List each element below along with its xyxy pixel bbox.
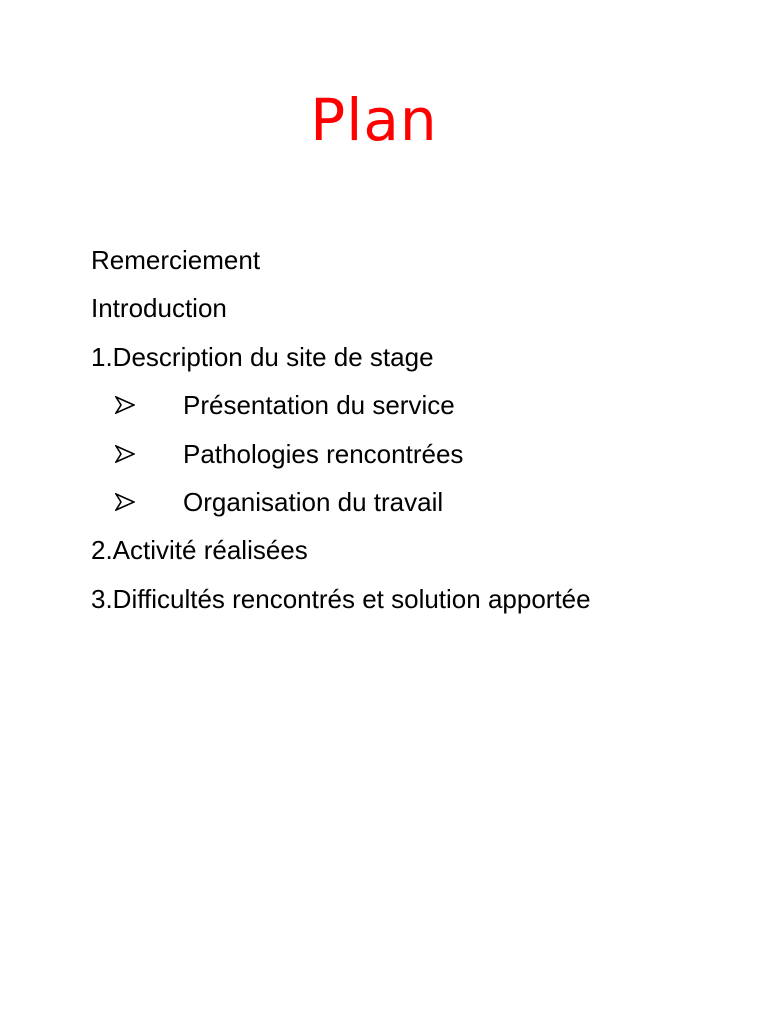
- toc-entry-difficultes: 3.Difficultés rencontrés et solution apportée: [91, 583, 591, 614]
- toc-subentry-label: Pathologies rencontrées: [183, 438, 464, 469]
- toc-subentry-organisation: [91, 480, 751, 528]
- toc-subentry-presentation: [91, 383, 751, 431]
- toc-entry-activite: 2.Activité réalisées: [91, 535, 308, 566]
- toc-entry-introduction: Introduction: [91, 293, 227, 324]
- toc-subentry-pathologies: [91, 432, 751, 480]
- arrowhead-bullet-icon: [115, 432, 139, 476]
- toc-subentry-label: Présentation du service: [183, 390, 455, 421]
- table-of-contents: [91, 238, 751, 625]
- toc-entry-description: 1.Description du site de stage: [91, 341, 434, 372]
- toc-subentry-label: Organisation du travail: [183, 486, 444, 517]
- arrowhead-bullet-icon: [115, 480, 139, 524]
- page-title: Plan: [310, 86, 438, 154]
- toc-entry-remerciement: Remerciement: [91, 245, 261, 275]
- arrowhead-bullet-icon: [115, 383, 139, 427]
